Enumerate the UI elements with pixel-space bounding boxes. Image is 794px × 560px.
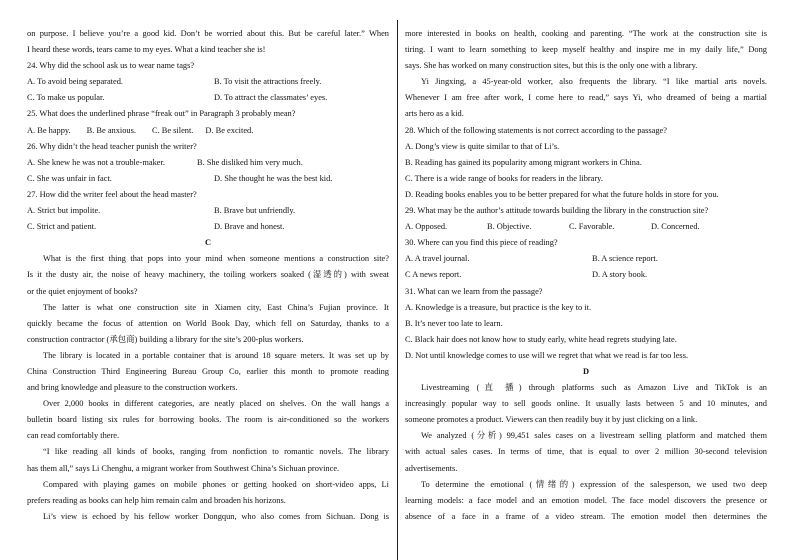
option-d[interactable]: D. To attract the classmates’ eyes. — [214, 93, 328, 103]
option-d[interactable]: D. Concerned. — [651, 222, 700, 232]
question-29-options — [405, 219, 767, 235]
option-c[interactable]: C. Be silent. — [151, 125, 194, 135]
passage-line: Livestreaming (直 播) through platforms such as Amazon Live and TikTok is an — [421, 383, 767, 393]
option-d[interactable]: D. Be excited. — [205, 125, 254, 135]
passage-line: advertisements. — [405, 463, 458, 473]
passage-line: The latter is what one construction site in Xiamen city, East China’s Fujian province. It — [43, 302, 389, 312]
passage-line: bulletin board listing six rules for borrowing books. The room is air-conditioned so the workers — [27, 415, 389, 425]
option-d[interactable]: D. Not until knowledge comes to use will we regret that what we read is far too less. — [405, 350, 689, 360]
option-b[interactable]: B. A science report. — [592, 254, 658, 264]
passage-line: more interested in books on health, cooking and parenting. “The work at the construction site is — [405, 29, 767, 38]
option-a[interactable]: A. Knowledge is a treasure, but practice is the key to it. — [405, 302, 592, 312]
option-a[interactable]: A. A travel journal. — [405, 254, 470, 264]
text-line: on purpose. I believe you’re a good kid. Don’t be worried about this. But be careful later.” When — [27, 29, 389, 38]
passage-line: Li’s view is echoed by his fellow worker Dongqun, who also comes from Sichuan. Dong is — [43, 511, 389, 521]
passage-line: To determine the emotional (情绪的) expression of the salesperson, we used two deep — [421, 479, 767, 489]
passage-line: “I like reading all kinds of books, ranging from nonfiction to romantic novels. The library — [43, 447, 389, 457]
passage-line: arts hero as a kid. — [405, 109, 464, 119]
option-b[interactable]: B. Reading has gained its popularity among migrant workers in China. — [405, 157, 642, 167]
question-25-stem: 25. What does the underlined phrase “freak out” in Paragraph 3 probably mean? — [27, 109, 296, 119]
passage-line: or the quiet enjoyment of books? — [27, 286, 138, 296]
option-b[interactable]: B. She disliked him very much. — [197, 157, 303, 167]
right-column — [405, 26, 767, 525]
passage-line: increasingly popular way to sell goods online. It usually lasts between 5 and 10 minutes, and — [405, 399, 767, 409]
option-c[interactable]: C. To make us popular. — [27, 93, 105, 103]
option-c[interactable]: C. Black hair does not know how to study early, white head regrets studying late. — [405, 334, 677, 344]
question-26-options-row-2 — [27, 171, 389, 187]
option-d[interactable]: D. Reading books enables you to be better prepared for what the future holds in store for you. — [405, 189, 719, 199]
passage-line: What is the first thing that pops into your mind when someone mentions a construction site? — [43, 254, 389, 264]
passage-line: Yi Jingxing, a 45-year-old worker, also frequents the library. “I like martial arts novels. — [421, 77, 767, 87]
passage-line: We analyzed (分析) 99,451 sales cases on a livestream selling platform and matched them — [421, 431, 767, 441]
left-column — [27, 26, 389, 525]
passage-line: someone promotes a product. Viewers can then readily buy it by just clicking on a link. — [405, 415, 698, 425]
question-30-options-row-1 — [405, 251, 767, 267]
question-26-stem: 26. Why didn’t the head teacher punish the writer? — [27, 141, 197, 151]
question-27-options-row-2 — [27, 219, 389, 235]
option-c[interactable]: C. She was unfair in fact. — [27, 173, 112, 183]
option-d[interactable]: D. Brave and honest. — [214, 222, 285, 232]
option-b[interactable]: B. Brave but unfriendly. — [214, 206, 296, 216]
option-a[interactable]: A. Strict but impolite. — [27, 206, 101, 216]
question-24-options-row-1 — [27, 74, 389, 90]
question-27-options-row-1 — [27, 203, 389, 219]
option-b[interactable]: B. Objective. — [487, 222, 532, 232]
passage-line: Whenever I am free after work, I come here to read,” says Yi, who dreamed of being a martial — [405, 93, 767, 103]
option-a[interactable]: A. Be happy. — [27, 125, 71, 135]
option-a[interactable]: A. She knew he was not a trouble-maker. — [27, 157, 165, 167]
passage-line: absence of a face in a frame of a video stream. The emotion model then determines the — [405, 511, 767, 521]
question-29-stem: 29. What may be the author’s attitude towards building the library in the construction site? — [405, 206, 709, 216]
passage-line: Over 2,000 books in different categories, are neatly placed on shelves. On the wall hangs a — [43, 399, 389, 409]
passage-line: The library is located in a portable container that is around 18 square meters. It was set up by — [43, 350, 389, 360]
passage-line: with actual sales cases. In terms of time, that is equal to over 2 million 30-second television — [405, 447, 767, 457]
question-27-stem: 27. How did the writer feel about the head master? — [27, 189, 197, 199]
passage-line: prefers reading as books can help him remain calm and broaden his horizons. — [27, 495, 286, 505]
option-b[interactable]: B. It’s never too late to learn. — [405, 318, 503, 328]
question-24-stem: 24. Why did the school ask us to wear name tags? — [27, 61, 195, 71]
passage-line: tiring. I want to learn something to keep myself healthy and inspire me in my daily life,” Dong — [405, 45, 767, 55]
passage-line: China Construction Third Engineering Bureau Group Co, earlier this month to promote reading — [27, 366, 389, 376]
question-24-options-row-2 — [27, 90, 389, 106]
section-heading-d: D — [582, 366, 590, 376]
option-c[interactable]: C. Favorable. — [569, 222, 615, 232]
option-a[interactable]: A. To avoid being separated. — [27, 77, 124, 87]
option-a[interactable]: A. Opposed. — [405, 222, 448, 232]
section-heading-c: C — [204, 238, 212, 248]
passage-line: has them all,” says Li Chenghu, a migrant worker from Southwest China’s Sichuan province. — [27, 463, 340, 473]
passage-line: learning models: a face model and an emotion model. The face model discovers the presence or — [405, 495, 767, 505]
text-line: I heard these words, tears came to my eyes. What a kind teacher she is! — [27, 45, 266, 55]
passage-line: says. She has worked on many construction sites, but this is the only one with a library. — [405, 61, 698, 71]
option-d[interactable]: D. A story book. — [592, 270, 648, 280]
question-26-options-row-1 — [27, 155, 389, 171]
option-a[interactable]: A. Dong’s view is quite similar to that of Li’s. — [405, 141, 560, 151]
passage-line: quickly became the focus of attention on World Book Day, which fell on Saturday, thanks to a — [27, 318, 389, 328]
question-25-options — [27, 123, 389, 139]
option-b[interactable]: B. To visit the attractions freely. — [214, 77, 322, 87]
question-30-stem: 30. Where can you find this piece of reading? — [405, 238, 558, 248]
option-c[interactable]: C. Strict and patient. — [27, 222, 97, 232]
question-31-stem: 31. What can we learn from the passage? — [405, 286, 543, 296]
question-30-options-row-2 — [405, 267, 767, 283]
passage-line: Compared with playing games on mobile phones or getting hooked on short-video apps, Li — [43, 479, 389, 489]
option-d[interactable]: D. She thought he was the best kid. — [214, 173, 333, 183]
option-b[interactable]: B. Be anxious. — [86, 125, 136, 135]
question-28-stem: 28. Which of the following statements is not correct according to the passage? — [405, 125, 667, 135]
passage-line: can read comfortably there. — [27, 431, 120, 441]
passage-line: Is it the dusty air, the noise of heavy machinery, the toiling workers soaked (湿透的) with sweat — [27, 270, 389, 280]
option-c[interactable]: C. There is a wide range of books for readers in the library. — [405, 173, 603, 183]
passage-line: and bring knowledge and pleasure to the construction workers. — [27, 383, 238, 393]
option-c[interactable]: C A news report. — [405, 270, 462, 280]
passage-line: construction contractor (承包商) building a library for the site’s 200-plus workers. — [27, 334, 304, 344]
